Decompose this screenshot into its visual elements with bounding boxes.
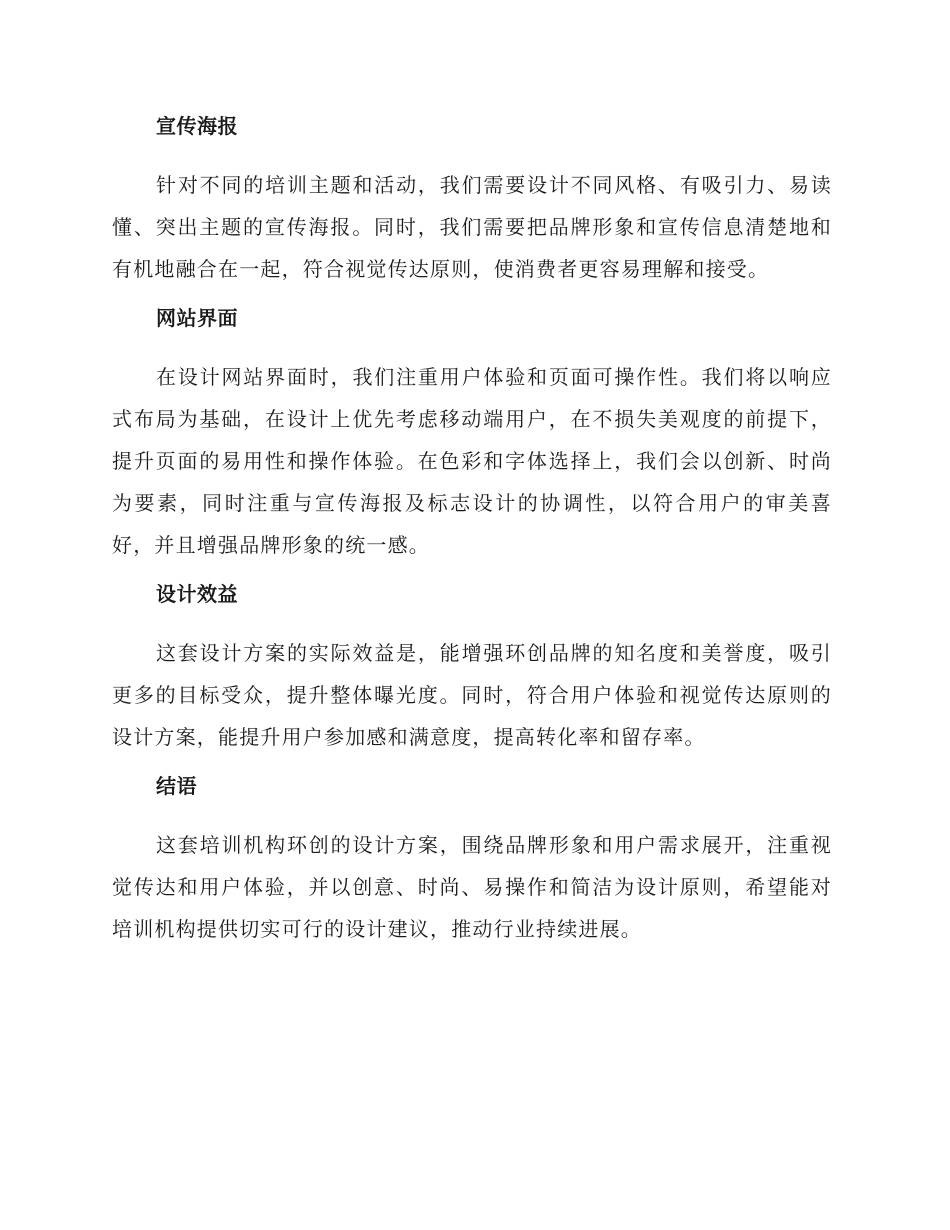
section-heading: 宣传海报 <box>156 114 238 138</box>
section-heading: 结语 <box>156 774 197 798</box>
section-heading: 设计效益 <box>156 582 238 606</box>
section-paragraph: 针对不同的培训主题和活动，我们需要设计不同风格、有吸引力、易读懂、突出主题的宣传海报。同时，我们需要把品牌形象和宣传信息清楚地和有机地融合在一起，符合视觉传达原则，使消费者更容易理解和接受。 <box>112 173 832 281</box>
section-website <box>112 300 832 566</box>
section-conclusion <box>112 768 832 950</box>
document-content <box>112 108 832 960</box>
section-poster <box>112 108 832 290</box>
section-paragraph: 在设计网站界面时，我们注重用户体验和页面可操作性。我们将以响应式布局为基础，在设计上优先考虑移动端用户，在不损失美观度的前提下，提升页面的易用性和操作体验。在色彩和字体选择上，我们会以创新、时尚为要素，同时注重与宣传海报及标志设计的协调性，以符合用户的审美喜好，并且增强品牌形象的统一感。 <box>112 365 832 557</box>
section-paragraph: 这套设计方案的实际效益是，能增强环创品牌的知名度和美誉度，吸引更多的目标受众，提升整体曝光度。同时，符合用户体验和视觉传达原则的设计方案，能提升用户参加感和满意度，提高转化率和留存率。 <box>112 641 832 749</box>
section-benefits <box>112 576 832 758</box>
section-paragraph: 这套培训机构环创的设计方案，围绕品牌形象和用户需求展开，注重视觉传达和用户体验，并以创意、时尚、易操作和简洁为设计原则，希望能对培训机构提供切实可行的设计建议，推动行业持续进展。 <box>112 833 832 941</box>
section-heading: 网站界面 <box>156 306 238 330</box>
